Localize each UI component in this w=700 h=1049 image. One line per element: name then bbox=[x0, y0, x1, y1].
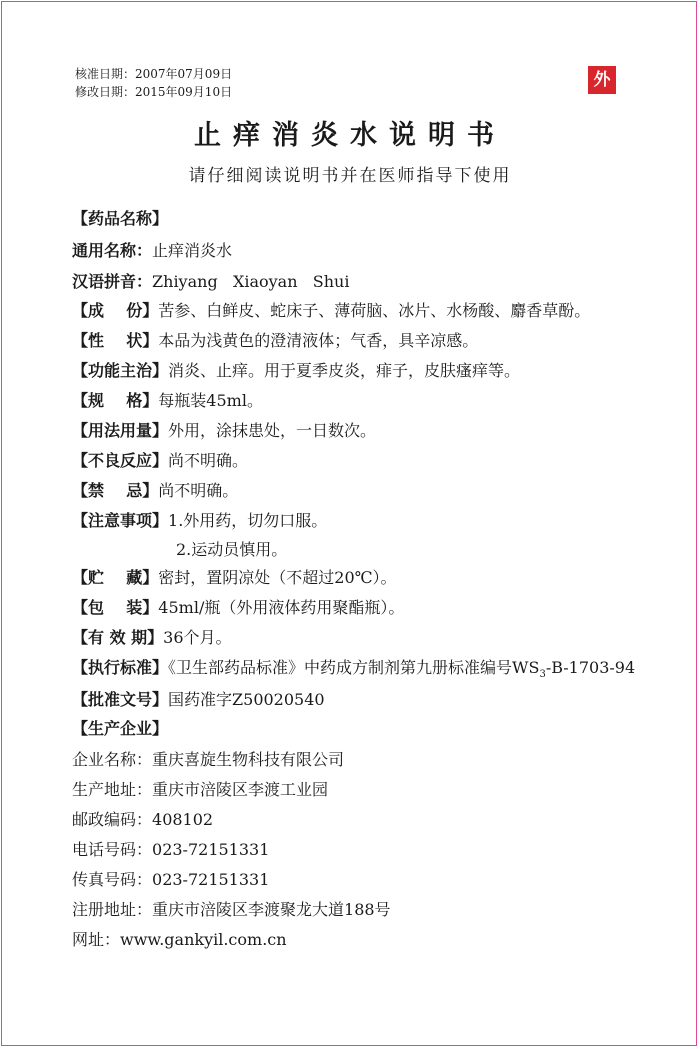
document-title: 止痒消炎水说明书 bbox=[194, 120, 506, 151]
drug-name-header: 【药品名称】 bbox=[72, 209, 169, 228]
postcode-row: 邮政编码：408102 bbox=[72, 810, 214, 829]
storage-row: 【贮 藏】密封，置阴凉处（不超过20℃）。 bbox=[72, 568, 397, 587]
dates-block bbox=[75, 65, 232, 101]
generic-name-row: 通用名称：止痒消炎水 bbox=[72, 241, 233, 260]
standard-row: 【执行标准】《卫生部药品标准》中药成方制剂第九册标准编号$WS_3-B-1703-94$ bbox=[72, 658, 636, 681]
precautions-row-2: 2.运动员慎用。 bbox=[176, 540, 288, 559]
ingredients-row: 【成 份】苦参、白鲜皮、蛇床子、薄荷脑、冰片、水杨酸、麝香草酚。 bbox=[72, 301, 591, 320]
pinyin-row: 汉语拼音：Zhiyang Xiaoyan Shui bbox=[72, 272, 350, 291]
document-subtitle: 请仔细阅读说明书并在医师指导下使用 bbox=[188, 166, 512, 186]
phone-row: 电话号码：023-72151331 bbox=[72, 840, 270, 859]
fax-row: 传真号码：023-72151331 bbox=[72, 870, 270, 889]
indications-row: 【功能主治】消炎、止痒。用于夏季皮炎，痱子，皮肤瘙痒等。 bbox=[72, 361, 521, 380]
revise-date: 修改日期：2015年09月10日 bbox=[75, 85, 233, 99]
company-row: 企业名称：重庆喜旋生物科技有限公司 bbox=[72, 750, 345, 769]
properties-row: 【性 状】本品为浅黄色的澄清液体；气香，具辛凉感。 bbox=[72, 331, 479, 350]
package-row: 【包 装】45ml/瓶（外用液体药用聚酯瓶）。 bbox=[72, 598, 405, 617]
contra-row: 【禁 忌】尚不明确。 bbox=[72, 481, 239, 500]
approval-row: 【批准文号】国药准字Z50020540 bbox=[72, 690, 325, 709]
reg-address-row: 注册地址：重庆市涪陵区李渡聚龙大道188号 bbox=[72, 900, 391, 919]
usage-row: 【用法用量】外用，涂抹患处，一日数次。 bbox=[72, 421, 377, 440]
website-row: 网址：www.gankyil.com.cn bbox=[72, 930, 287, 949]
website-link: www.gankyil.com.cn bbox=[120, 930, 287, 949]
spec-row: 【规 格】每瓶装45ml。 bbox=[72, 391, 263, 410]
validity-row: 【有 效 期】36个月。 bbox=[72, 628, 232, 647]
precautions-row: 【注意事项】1.外用药，切勿口服。 bbox=[72, 511, 328, 530]
manufacturer-header: 【生产企业】 bbox=[72, 719, 169, 738]
adverse-row: 【不良反应】尚不明确。 bbox=[72, 451, 249, 470]
approve-date: 核准日期：2007年07月09日 bbox=[75, 67, 233, 81]
address-row: 生产地址：重庆市涪陵区李渡工业园 bbox=[72, 780, 329, 799]
external-use-badge: 外 bbox=[588, 66, 616, 94]
